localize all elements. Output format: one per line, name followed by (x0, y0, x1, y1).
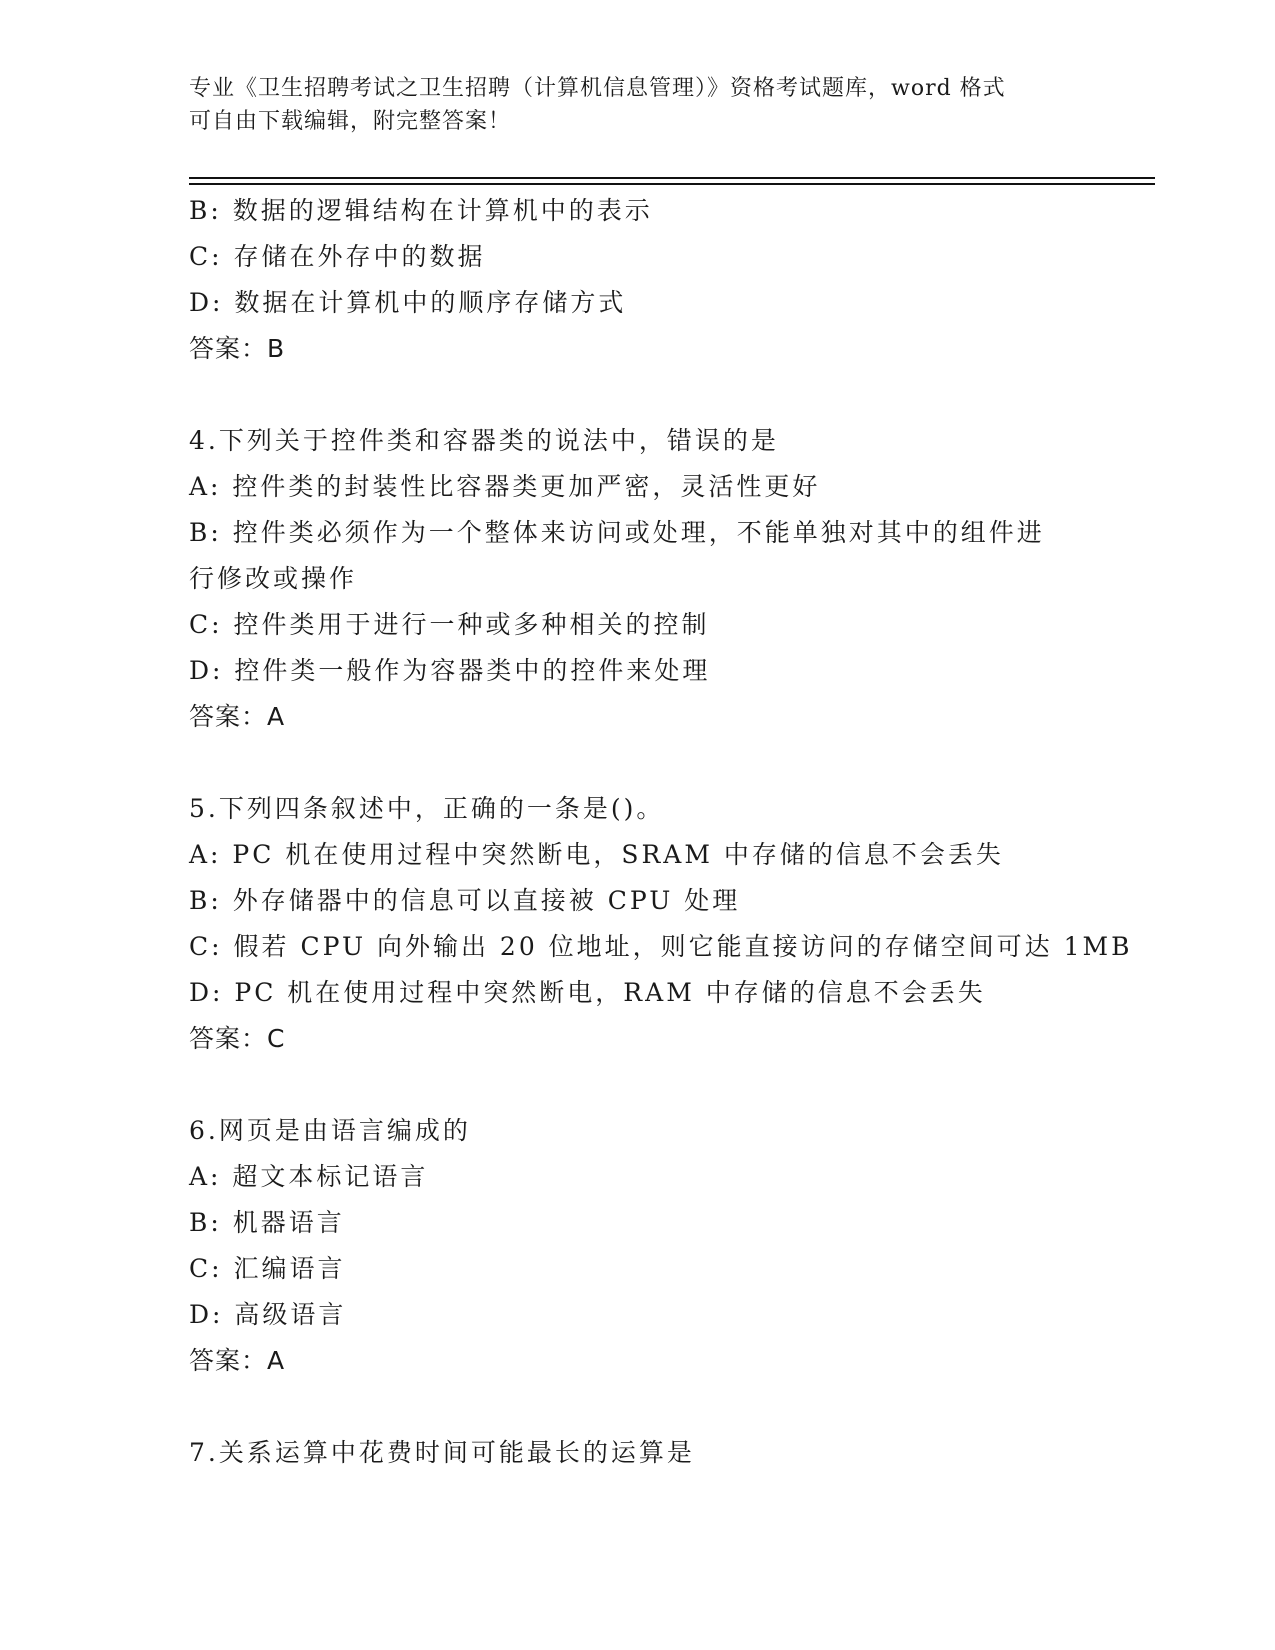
question-block-5 (189, 786, 1133, 1062)
question-list (189, 188, 1133, 1476)
question-stem: 6.网页是由语言编成的 (189, 1116, 471, 1145)
question-block-6 (189, 1108, 1119, 1384)
header-line-2: 可自由下载编辑，附完整答案！ (189, 109, 512, 134)
answer-line: 答案：B (189, 334, 286, 363)
option-b: B: 外存储器中的信息可以直接被 CPU 处理 (189, 886, 741, 915)
block-spacer (189, 372, 1119, 418)
answer-line: 答案：A (189, 1346, 286, 1375)
answer-line: 答案：A (189, 702, 286, 731)
question-stem: 5.下列四条叙述中，正确的一条是()。 (189, 794, 665, 823)
option-a: A: PC 机在使用过程中突然断电，SRAM 中存储的信息不会丢失 (189, 840, 1004, 869)
header-divider-top (189, 177, 1155, 179)
option-b-continuation: 行修改或操作 (189, 564, 358, 593)
option-c: C: 控件类用于进行一种或多种相关的控制 (189, 610, 710, 639)
option-b: B: 机器语言 (189, 1208, 345, 1237)
option-d: D: 高级语言 (189, 1300, 347, 1329)
option-b: B: 数据的逻辑结构在计算机中的表示 (189, 196, 653, 225)
header-line-1: 专业《卫生招聘考试之卫生招聘（计算机信息管理）》资格考试题库，word 格式 (189, 76, 1006, 101)
option-a: A: 超文本标记语言 (189, 1162, 429, 1191)
question-stem: 4.下列关于控件类和容器类的说法中，错误的是 (189, 426, 779, 455)
option-d: D: 数据在计算机中的顺序存储方式 (189, 288, 627, 317)
option-d: D: 控件类一般作为容器类中的控件来处理 (189, 656, 711, 685)
header-divider-bottom (189, 183, 1155, 185)
document-header (189, 72, 1089, 138)
answer-line: 答案：C (189, 1024, 286, 1053)
option-c: C: 汇编语言 (189, 1254, 346, 1283)
option-c: C: 假若 CPU 向外输出 20 位地址，则它能直接访问的存储空间可达 1MB (189, 932, 1133, 961)
question-block-3 (189, 188, 1119, 372)
question-block-4 (189, 418, 1119, 740)
option-a: A: 控件类的封装性比容器类更加严密，灵活性更好 (189, 472, 821, 501)
block-spacer (189, 1384, 1119, 1430)
option-c: C: 存储在外存中的数据 (189, 242, 486, 271)
block-spacer (189, 1062, 1119, 1108)
question-block-7 (189, 1430, 1119, 1476)
option-b: B: 控件类必须作为一个整体来访问或处理，不能单独对其中的组件进 (189, 518, 1045, 547)
question-stem: 7.关系运算中花费时间可能最长的运算是 (189, 1438, 695, 1467)
option-d: D: PC 机在使用过程中突然断电，RAM 中存储的信息不会丢失 (189, 978, 986, 1007)
block-spacer (189, 740, 1119, 786)
